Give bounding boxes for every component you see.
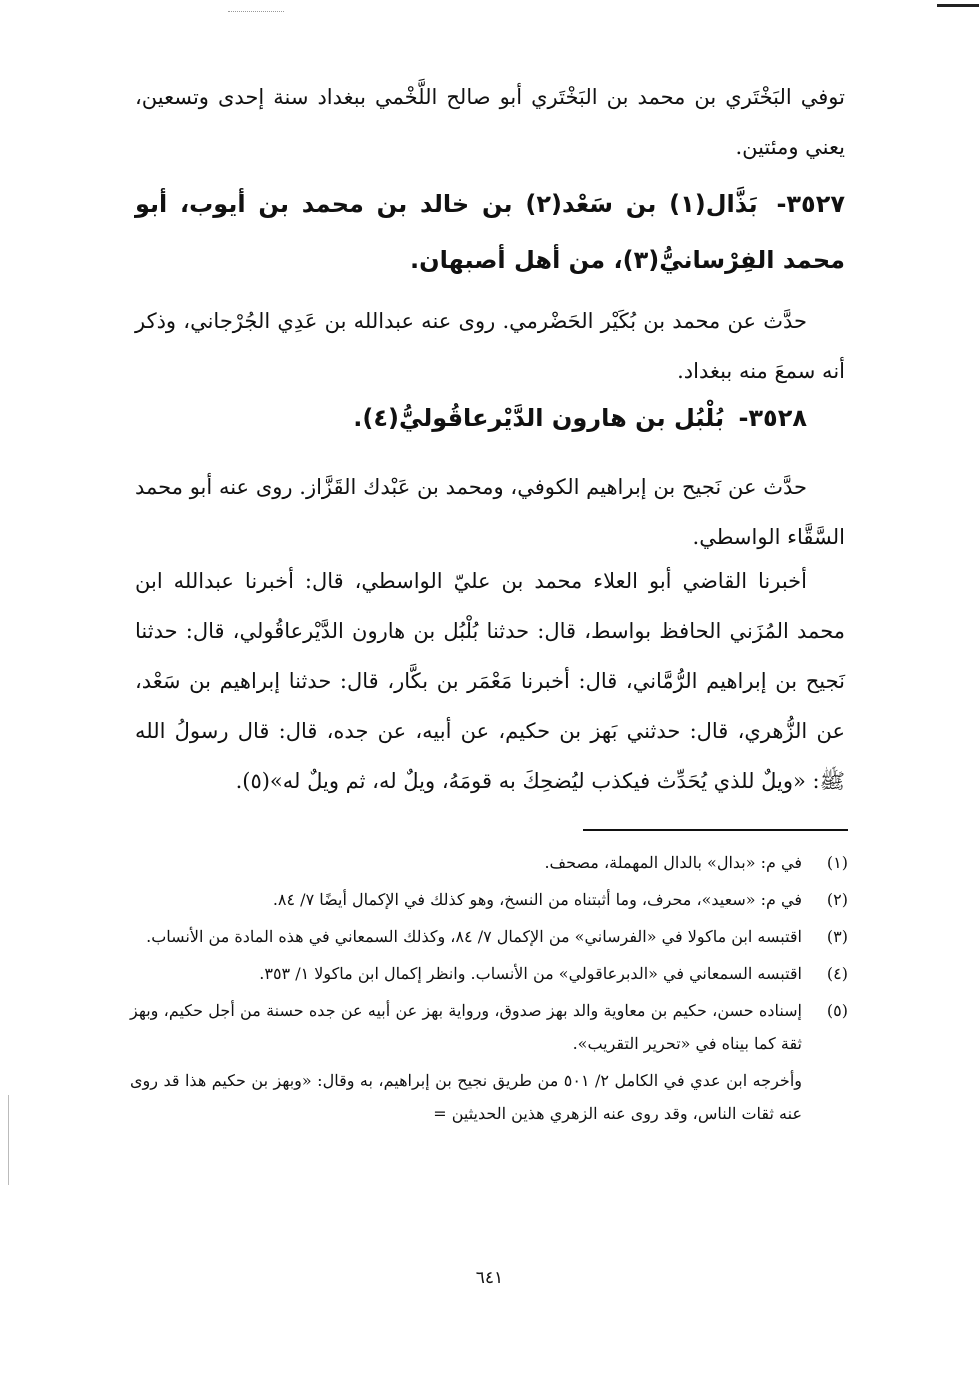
footnote-number: (٢) [826,890,848,909]
entry-3528-title: بُلْبُل بن هارون الدَّيْرعاقُوليُّ(٤). [353,404,725,432]
footnote-text: إسناده حسن، حكيم بن معاوية والد بهز صدوق، ورواية بهز عن أبيه عن جده حسنة من أجل حكيم، وبهز ثقة كما بيناه في «تحرير التقريب». [130,1001,802,1053]
paragraph-hadith-chain: أخبرنا القاضي أبو العلاء محمد بن عليّ الواسطي، قال: أخبرنا عبدالله ابن محمد المُزَني الحافظ بواسط، قال: حدثنا بُلْبُل بن هارون الدَّيْرعاقُولي، قال: حدثنا نَجيح بن إبراهيم الرُّمَّاني، قال: أخبرنا مَعْمَر بن بكَّار، قال: حدثنا إبراهيم بن سَعْد، عن الزُّهري، قال: حدثني بَهز بن حكيم، عن أبيه، عن جده، قال: قال رسولُ الله ﷺ: «ويلٌ للذي يُحَدِّث فيكذب ليُضحِكَ به قومَهُ، ويلٌ له، ثم ويلٌ له»(٥). [135,569,845,793]
footnote-number: (١) [826,853,848,872]
footnote-text: اقتبسه ابن ماكولا في «الفرساني» من الإكمال ٧/ ٨٤، وكذلك السمعاني في هذه المادة من الأنساب. [146,927,802,946]
scan-corner-mark [937,4,979,7]
footnote-number: (٥) [826,1001,848,1020]
footnote-2 [130,883,848,916]
entry-3528-number: ٣٥٢٨- [738,404,807,432]
scan-edge-line [8,1095,9,1185]
entry-3527-number: ٣٥٢٧- [776,190,845,218]
footnote-3 [130,920,848,953]
footnote-number: (٤) [826,964,848,983]
entry-3528-heading [135,390,845,446]
entry-3527-heading [135,176,845,288]
footnote-text: في م: «سعيد»، محرف، وما أثبتناه من النسخ، وهو كذلك في الإكمال أيضًا ٧/ ٨٤. [272,890,802,909]
entry-3527-title: بَذَّال(١) بن سَعْد(٢) بن خالد بن محمد بن أيوب، أبو محمد الفِرْسانيُّ(٣)، من أهل أصبهان. [135,190,845,274]
page-number: ٦٤١ [475,1268,504,1288]
footnote-1 [130,846,848,879]
footnote-separator [583,829,848,831]
paragraph-entry-3527: حدَّث عن محمد بن بُكَيْر الحَضْرمي. روى عنه عبدالله بن عَدِي الجُرْجاني، وذكر أنه سمعَ منه ببغداد. [135,309,845,383]
paragraph-death-note: توفي البَخْتَري بن محمد بن البَخْتَري أبو صالح اللَّخْمي ببغداد سنة إحدى وتسعين، يعني ومئتين. [135,85,845,159]
footnote-text: في م: «بدال» بالدال المهملة، مصحف. [544,853,802,872]
paragraph-entry-3528: حدَّث عن نَجيح بن إبراهيم الكوفي، ومحمد بن عَبْدك القَزَّاز. روى عنه أبو محمد السَّقَّاء الواسطي. [135,475,845,549]
footnote-5-continuation: وأخرجه ابن عدي في الكامل ٢/ ٥٠١ من طريق نجيح بن إبراهيم، به وقال: «وبهز بن حكيم هذا قد روى عنه ثقات الناس، وقد روى عنه الزهري هذين الحديثين = [130,1071,802,1123]
footnote-5 [130,994,848,1060]
footnotes [130,846,848,1130]
footnote-text: اقتبسه السمعاني في «الدبرعاقولي» من الأنساب. وانظر إكمال ابن ماكولا ١/ ٣٥٣. [259,964,802,983]
footnote-number: (٣) [826,927,848,946]
footnote-4 [130,957,848,990]
scan-dotted-mark [228,11,284,12]
